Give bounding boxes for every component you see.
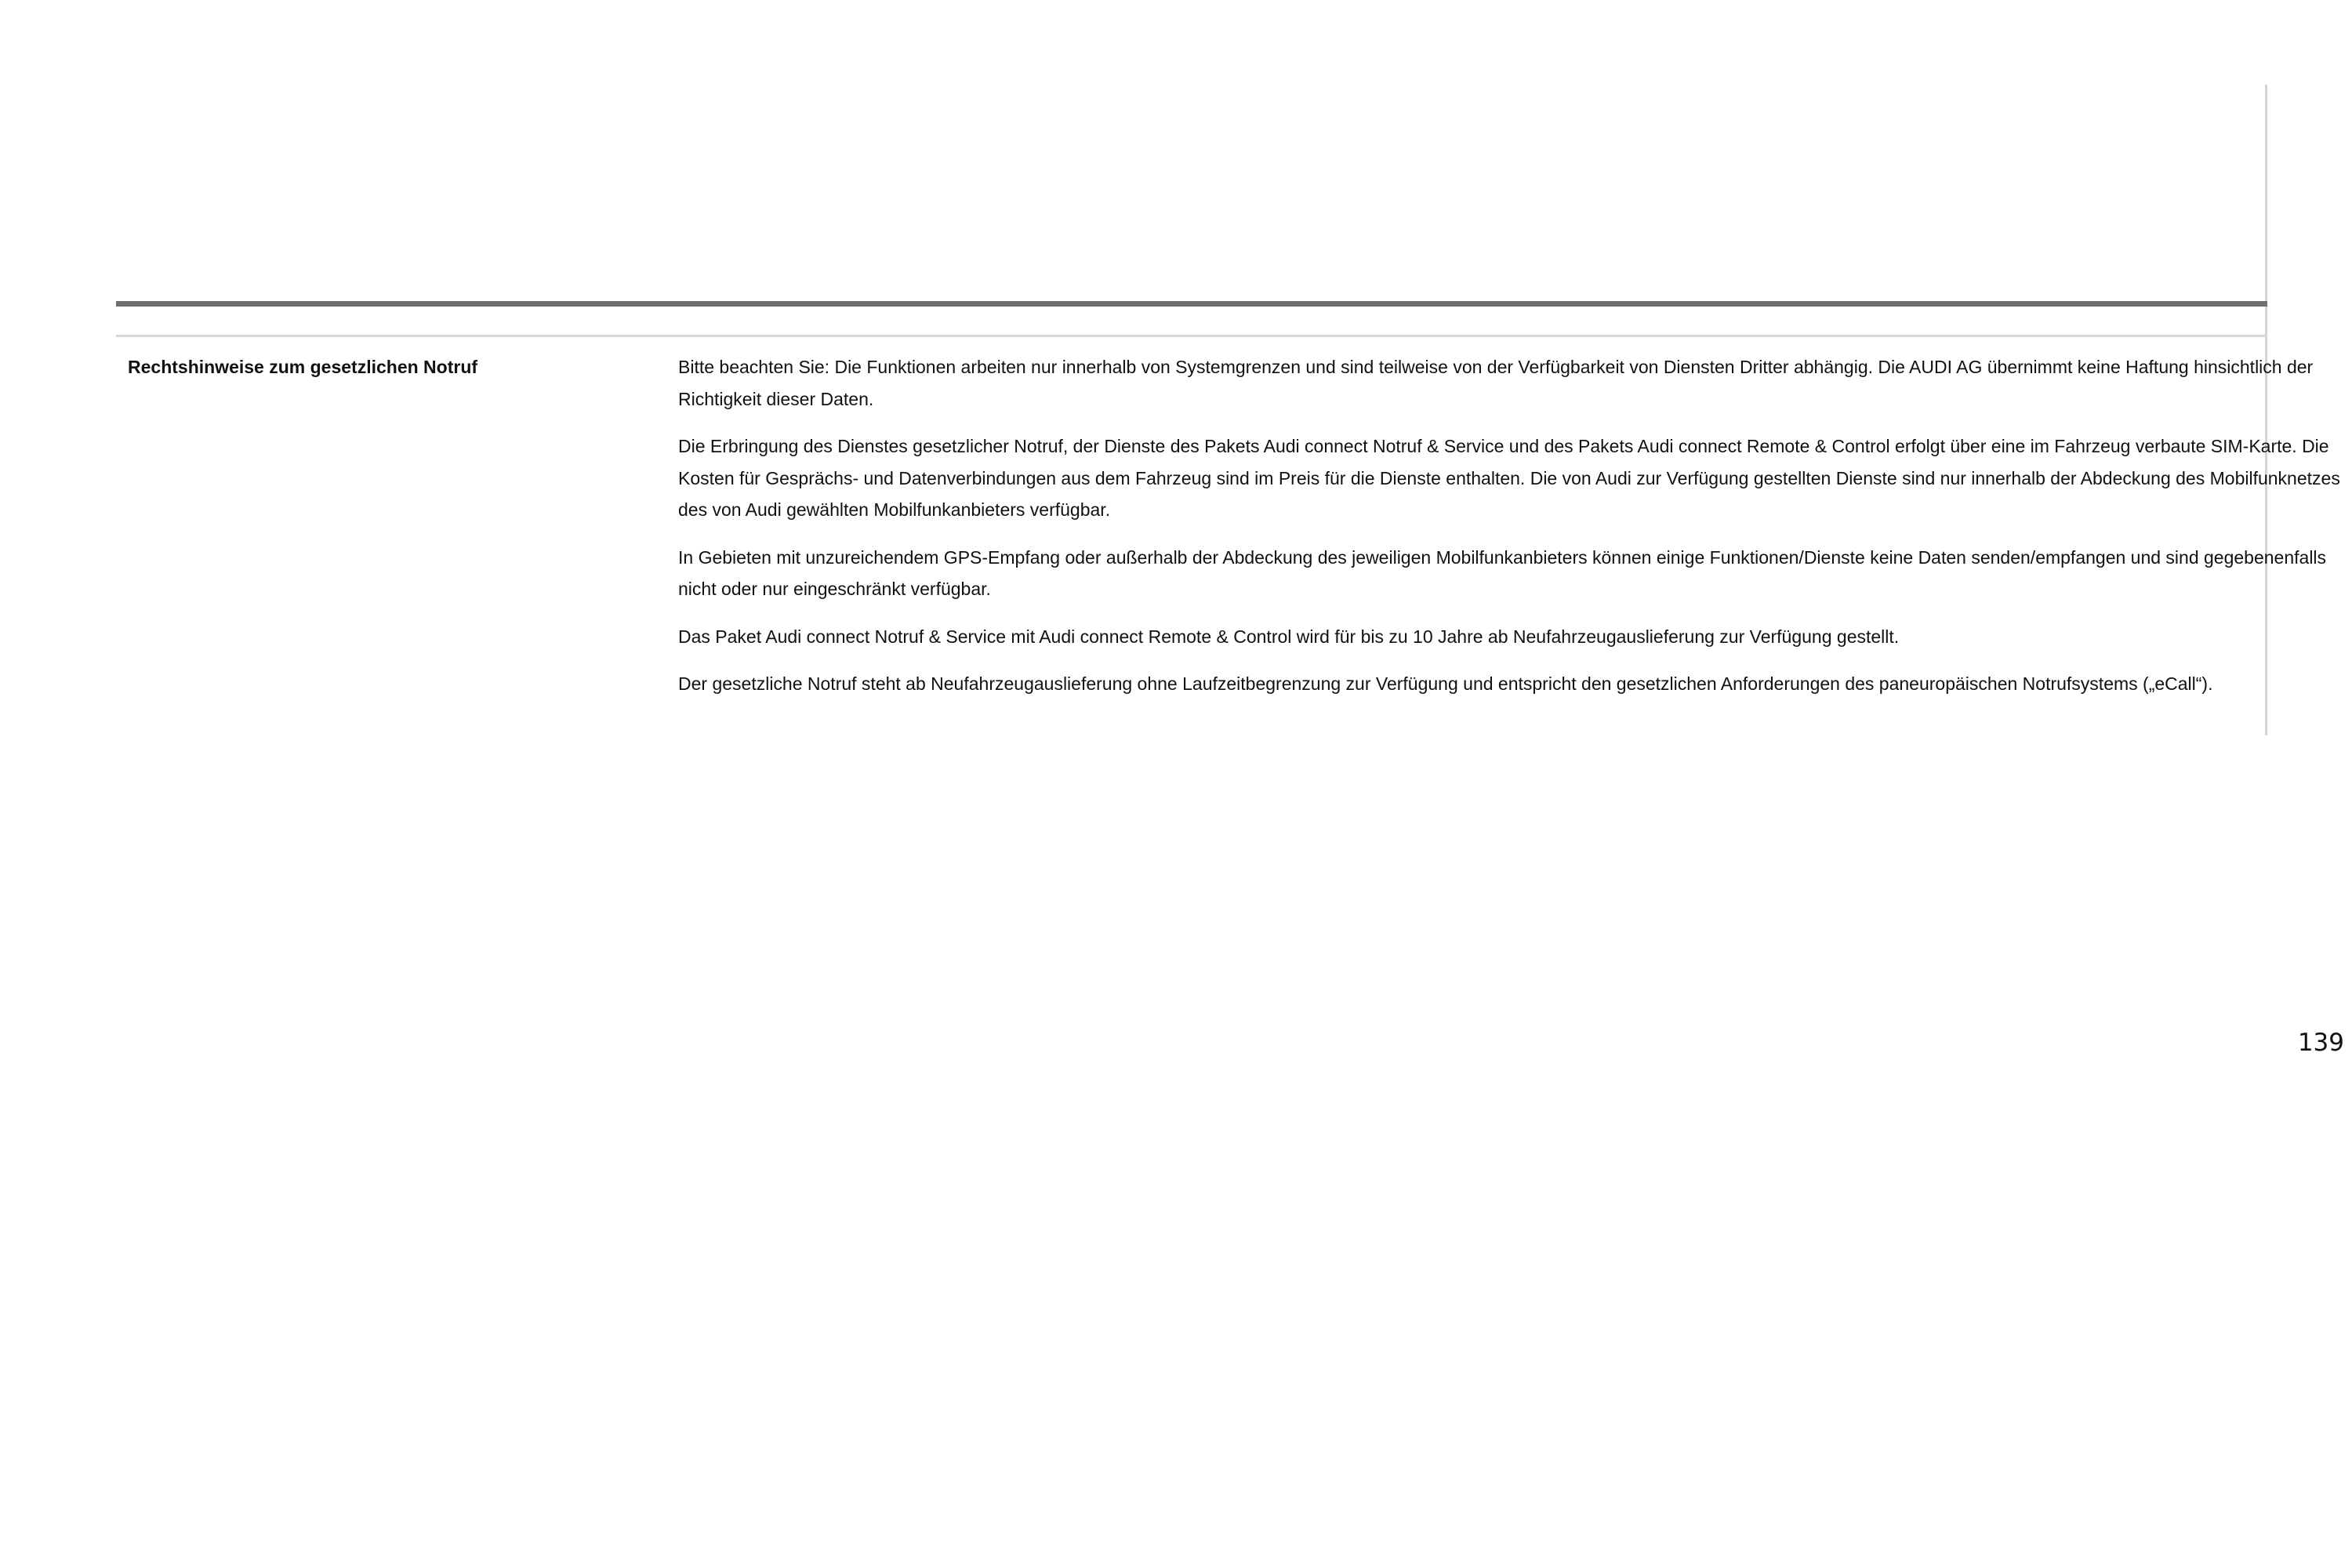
paragraph-package-duration: Das Paket Audi connect Notruf & Service mit Audi connect Remote & Control wird für bis zu 10 Jahre ab Neufahrzeugauslieferung zur Verfügung gestellt.: [678, 626, 1900, 647]
paragraph-sim-card: Die Erbringung des Dienstes gesetzlicher Notruf, der Dienste des Pakets Audi connect Notruf & Service und des Pakets Audi connect Remote & Control erfolgt über eine im Fahrzeug verbaute SIM-Karte. Die Kosten für Gesprächs- und Datenverbindungen aus dem Fahrzeug sind im Preis für die Dienste enthalten. Die von Audi zur Verfügung gestellten Dienste sind nur innerhalb der Abdeckung des Mobilfunknetzes des von Audi gewählten Mobilfunkanbieters verfügbar.: [678, 436, 2340, 520]
paragraph-gps-coverage: In Gebieten mit unzureichendem GPS-Empfang oder außerhalb der Abdeckung des jeweiligen Mobilfunkanbieters können einige Funktionen/Dienste keine Daten senden/empfangen und sind gegebenenfalls nicht oder nur eingeschränkt verfügbar.: [678, 546, 2327, 599]
paragraph-ecall: Der gesetzliche Notruf steht ab Neufahrzeugauslieferung ohne Laufzeitbegrenzung zur Verfügung und entspricht den gesetzlichen Anforderungen des paneuropäischen Notrufsystems („eCall“).: [678, 673, 2213, 694]
row-body: [678, 351, 2352, 716]
row-label: Rechtshinweise zum gesetzlichen Notruf: [128, 357, 478, 377]
page-number: 139: [2297, 1029, 2344, 1057]
section-top-bar: [116, 301, 2267, 307]
paragraph-system-limits: Bitte beachten Sie: Die Funktionen arbeiten nur innerhalb von Systemgrenzen und sind teilweise von der Verfügbarkeit von Diensten Dritter abhängig. Die AUDI AG übernimmt keine Haftung hinsichtlich der Richtigkeit dieser Daten.: [678, 357, 2314, 409]
table-top-rule: [116, 335, 2267, 337]
